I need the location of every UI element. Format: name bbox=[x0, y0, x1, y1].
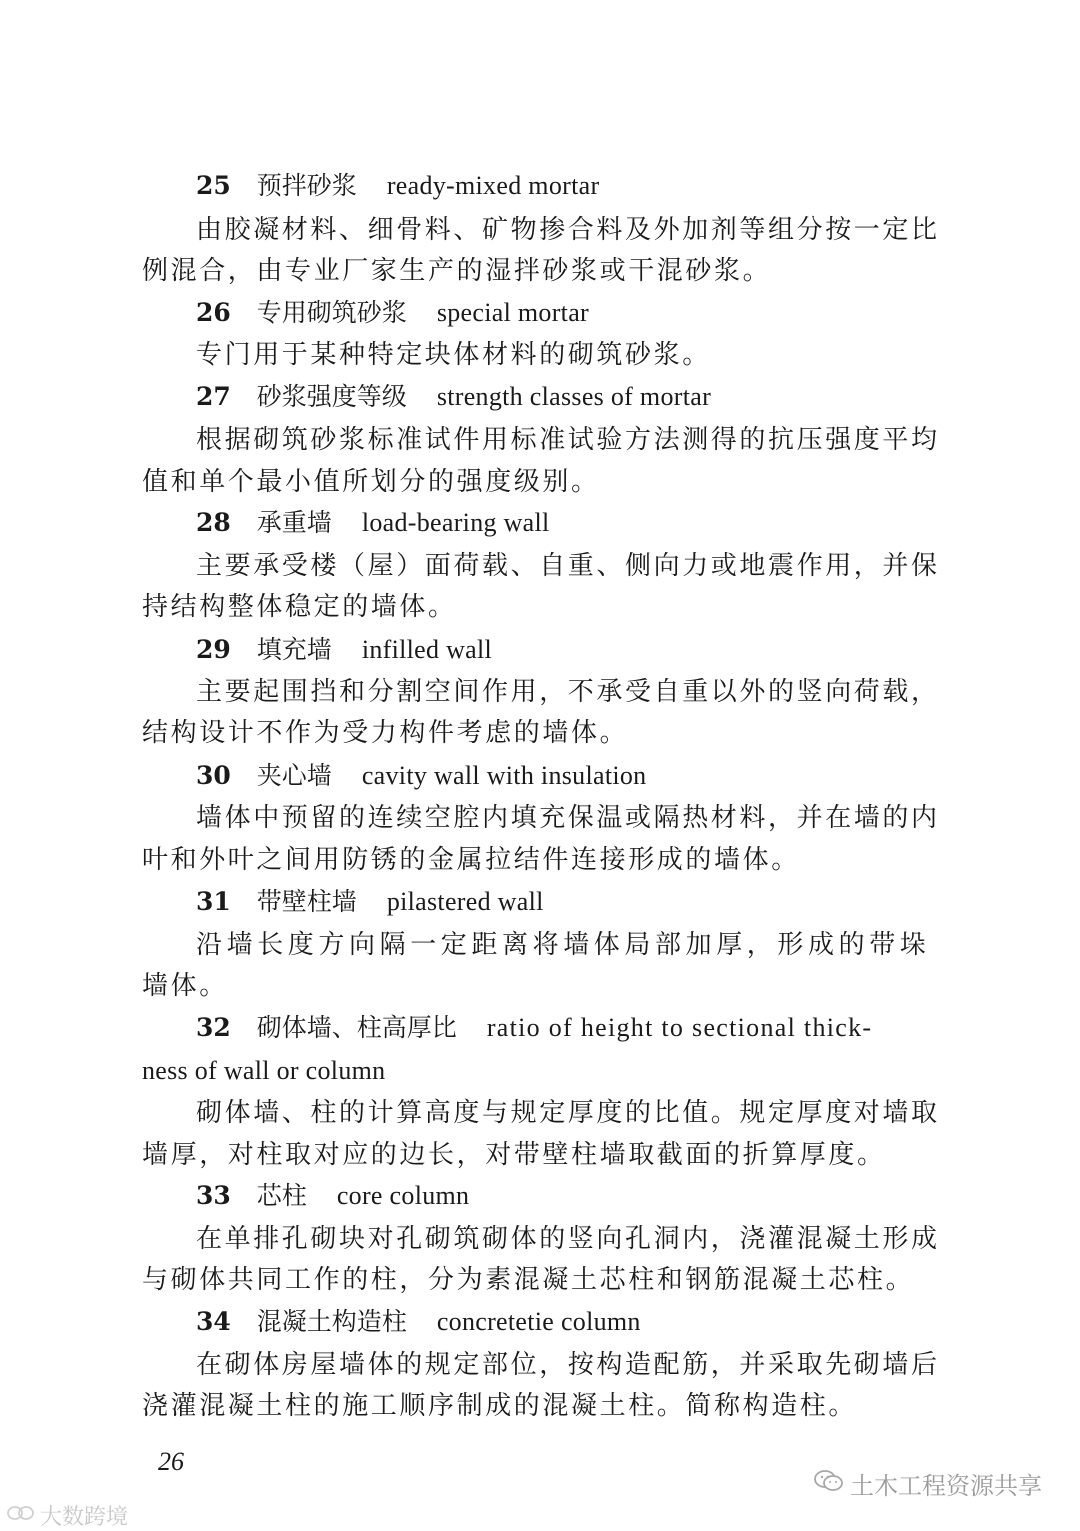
definition-line: 砌体墙、柱的计算高度与规定厚度的比值。规定厚度对墙取 bbox=[196, 1098, 940, 1128]
term-english: cavity wall with insulation bbox=[361, 761, 647, 790]
term-chinese: 夹心墙 bbox=[256, 761, 332, 790]
watermark-text: 土木工程资源共享 bbox=[850, 1472, 1042, 1500]
term-english: core column bbox=[336, 1181, 470, 1210]
term-english: concretetie column bbox=[436, 1307, 641, 1336]
term-english: strength classes of mortar bbox=[436, 382, 712, 411]
corner-watermark bbox=[6, 1500, 128, 1531]
term-number: 30 bbox=[196, 761, 231, 790]
term-english: ratio of height to sectional thick- bbox=[486, 1013, 873, 1042]
term-heading-29 bbox=[196, 637, 492, 663]
term-number: 33 bbox=[196, 1181, 231, 1210]
definition-line: 叶和外叶之间用防锈的金属拉结件连接形成的墙体。 bbox=[142, 845, 800, 875]
watermark bbox=[814, 1466, 1042, 1501]
term-heading-28 bbox=[196, 510, 550, 536]
term-heading-30 bbox=[196, 763, 646, 789]
term-number: 34 bbox=[196, 1307, 231, 1336]
term-number: 28 bbox=[196, 508, 231, 537]
definition-line: 墙厚，对柱取对应的边长，对带壁柱墙取截面的折算厚度。 bbox=[142, 1140, 886, 1170]
link-icon bbox=[6, 1503, 36, 1528]
term-number: 29 bbox=[196, 635, 231, 664]
definition-line: 墙体中预留的连续空腔内填充保温或隔热材料，并在墙的内 bbox=[196, 803, 940, 833]
term-number: 27 bbox=[196, 382, 231, 411]
definition-line: 值和单个最小值所划分的强度级别。 bbox=[142, 467, 600, 497]
definition-line: 例混合，由专业厂家生产的湿拌砂浆或干混砂浆。 bbox=[142, 256, 772, 286]
term-english: infilled wall bbox=[361, 635, 493, 664]
term-number: 25 bbox=[196, 171, 231, 200]
term-number: 31 bbox=[196, 887, 231, 916]
term-heading-32 bbox=[196, 1015, 872, 1041]
term-chinese: 混凝土构造柱 bbox=[256, 1307, 407, 1336]
definition-line: 浇灌混凝土柱的施工顺序制成的混凝土柱。简称构造柱。 bbox=[142, 1391, 858, 1421]
definition-line: 墙体。 bbox=[142, 971, 228, 1001]
term-chinese: 芯柱 bbox=[256, 1181, 307, 1210]
corner-watermark-text: 大数跨境 bbox=[40, 1505, 129, 1530]
definition-line: 沿墙长度方向隔一定距离将墙体局部加厚，形成的带垛 bbox=[196, 930, 931, 960]
term-chinese: 填充墙 bbox=[256, 635, 332, 664]
term-heading-34 bbox=[196, 1309, 641, 1335]
definition-line: 主要起围挡和分割空间作用，不承受自重以外的竖向荷载， bbox=[196, 677, 940, 707]
definition-line: 由胶凝材料、细骨料、矿物掺合料及外加剂等组分按一定比 bbox=[196, 215, 940, 245]
term-number: 32 bbox=[196, 1013, 231, 1042]
term-chinese: 砂浆强度等级 bbox=[256, 382, 407, 411]
definition-line: 持结构整体稳定的墙体。 bbox=[142, 592, 457, 622]
term-chinese: 带壁柱墙 bbox=[256, 887, 357, 916]
term-heading-27 bbox=[196, 384, 711, 410]
term-heading-33 bbox=[196, 1183, 469, 1209]
term-english-continued: ness of wall or column bbox=[142, 1056, 386, 1085]
definition-line: 在单排孔砌块对孔砌筑砌体的竖向孔洞内，浇灌混凝土形成 bbox=[196, 1224, 940, 1254]
term-chinese: 砌体墙、柱高厚比 bbox=[256, 1013, 457, 1042]
definition-line: 专门用于某种特定块体材料的砌筑砂浆。 bbox=[196, 340, 711, 370]
wechat-icon bbox=[814, 1469, 844, 1499]
term-english: pilastered wall bbox=[386, 887, 544, 916]
term-chinese: 专用砌筑砂浆 bbox=[256, 298, 407, 327]
definition-line: 在砌体房屋墙体的规定部位，按构造配筋，并采取先砌墙后 bbox=[196, 1350, 940, 1380]
term-heading-25 bbox=[196, 173, 599, 199]
definition-line: 主要承受楼（屋）面荷载、自重、侧向力或地震作用，并保 bbox=[196, 551, 940, 581]
term-chinese: 预拌砂浆 bbox=[256, 171, 357, 200]
page-number: 26 bbox=[158, 1447, 184, 1476]
term-english: load-bearing wall bbox=[361, 508, 550, 537]
definition-line: 结构设计不作为受力构件考虑的墙体。 bbox=[142, 718, 629, 748]
definition-line: 与砌体共同工作的柱，分为素混凝土芯柱和钢筋混凝土芯柱。 bbox=[142, 1265, 915, 1295]
term-number: 26 bbox=[196, 298, 231, 327]
definition-line: 根据砌筑砂浆标准试件用标准试验方法测得的抗压强度平均 bbox=[196, 425, 940, 455]
term-english: special mortar bbox=[436, 298, 590, 327]
term-english: ready-mixed mortar bbox=[386, 171, 600, 200]
term-heading-31 bbox=[196, 889, 544, 915]
term-heading-26 bbox=[196, 300, 589, 326]
term-chinese: 承重墙 bbox=[256, 508, 332, 537]
